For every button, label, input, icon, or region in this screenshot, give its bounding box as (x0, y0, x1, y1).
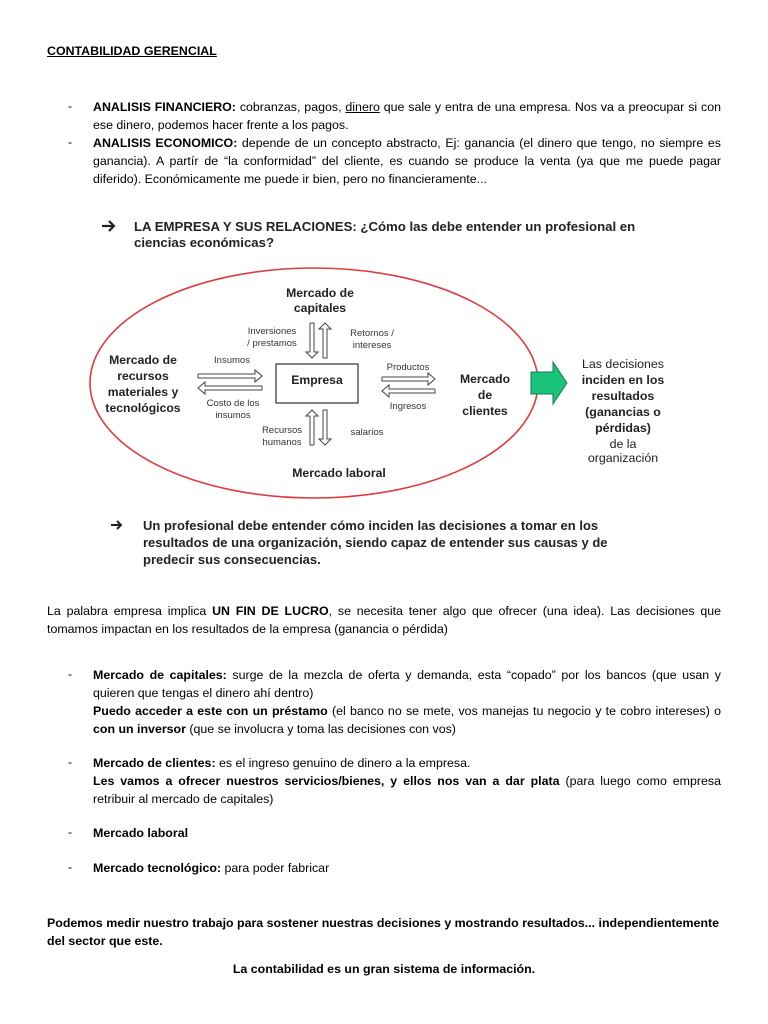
bullet-text: (que se involucra y toma las decisiones con vos) (185, 722, 456, 736)
bullet-label: Mercado de clientes: (93, 756, 216, 770)
insumos-label: Insumos (214, 355, 250, 366)
bullet-text: diferido). Económicamente me puede ir bien, pero no financieramente... (93, 172, 487, 186)
bullet-dash: - (68, 99, 73, 113)
bullet-text: surge de la mezcla de oferta y demanda, esta “copado” por los bancos (que usan y (226, 668, 721, 682)
paragraph-empresa (47, 602, 721, 638)
bullet-analisis-economico (93, 134, 721, 188)
bullet-text: para poder fabricar (221, 861, 330, 875)
bullet-text: ese dinero, podemos hacer frente a los pagos. (93, 118, 349, 132)
ingresos-arrow-icon (382, 385, 435, 397)
bullet-label: Mercado laboral (93, 826, 189, 840)
bullet-text: (para luego como empresa (559, 774, 721, 788)
market-clientes-line2: de (477, 388, 493, 402)
heading-arrow-icon (102, 221, 114, 231)
recursos-arrow-icon (306, 410, 318, 445)
bullet-text: ganancia). A partír de “la conformidad” del cliente, es cuando se produce la venta (ya que me puede pagar (93, 154, 721, 168)
bullet-text: quieren que tengas el dinero ahí dentro) (93, 686, 314, 700)
market-clientes-line3: clientes (462, 404, 508, 418)
bullet-text: retribuir al mercado de capitales) (93, 792, 274, 806)
bullet-dash: - (68, 667, 73, 681)
inversiones-arrow-icon (306, 323, 318, 358)
paragraph-text: , se necesita tener algo que ofrecer (una idea). Las decisiones que (328, 604, 722, 618)
bullet-label: ANALISIS FINANCIERO: (93, 100, 236, 114)
bullet-dash: - (68, 860, 73, 874)
bullet-text: es el ingreso genuino de dinero a la empresa. (215, 756, 471, 770)
costo-label-line1: Costo de los (206, 398, 260, 409)
costo-label-line2: insumos (215, 410, 251, 421)
bullet-text: cobranzas, pagos, (235, 100, 346, 114)
diagram-footer-line2: resultados de una organización, siendo capaz de entender sus causas y de (143, 535, 608, 550)
closing-paragraph (47, 914, 721, 950)
bullet-dash: - (68, 825, 73, 839)
retornos-label-line1: Retornos / (350, 328, 394, 339)
dinero-link[interactable]: dinero (345, 100, 380, 114)
bullet-label: ANALISIS ECONOMICO: (93, 136, 238, 150)
diagram-footer-line3: predecir sus consecuencias. (143, 552, 321, 567)
diagram-footer-line1: Un profesional debe entender cómo inciden las decisiones a tomar en los (143, 518, 599, 533)
salarios-label: salarios (350, 427, 384, 438)
market-capitales-line2: capitales (293, 301, 347, 315)
market-recursos-line4: tecnológicos (105, 401, 181, 415)
productos-label: Productos (386, 362, 430, 373)
costo-arrow-icon (198, 382, 262, 394)
market-recursos-line1: Mercado de (109, 353, 177, 367)
paragraph-text: tomamos impactan en los resultados de la empresa (ganancia o pérdida) (47, 622, 448, 636)
productos-arrow-icon (382, 373, 435, 385)
diagram-heading-line1: LA EMPRESA Y SUS RELACIONES: ¿Cómo las debe entender un profesional en (134, 219, 636, 234)
bullet-bold: Puedo acceder a este con un préstamo (93, 704, 328, 718)
bullet-label: Mercado tecnológico: (93, 861, 222, 875)
decision-line2: inciden en los (581, 373, 665, 387)
bullet-bold: Les vamos a ofrecer nuestros servicios/bienes, y ellos nos van a dar plata (93, 774, 560, 788)
paragraph-text: La palabra empresa implica (47, 604, 213, 618)
market-recursos-line3: materiales y (107, 385, 179, 399)
market-recursos-line2: recursos (117, 369, 169, 383)
recursos-label-line2: humanos (262, 437, 302, 448)
bullet-mercado-capitales (93, 666, 721, 738)
footer-arrow-icon (111, 521, 121, 529)
bullet-mercado-tecnologico (93, 859, 721, 877)
closing-center-line: La contabilidad es un gran sistema de información. (232, 962, 536, 976)
bullet-text: depende de un concepto abstracto, Ej: ganancia (el dinero que tengo, no siempre es (237, 136, 721, 150)
salarios-arrow-icon (319, 410, 331, 445)
market-laboral-label: Mercado laboral (292, 466, 386, 480)
market-capitales-line1: Mercado de (286, 286, 354, 300)
inversiones-label-line2: / prestamos (247, 338, 297, 349)
bullet-text: que sale y entra de una empresa. Nos va a preocupar si con (379, 100, 722, 114)
paragraph-bold: UN FIN DE LUCRO (212, 604, 329, 618)
recursos-label-line1: Recursos (261, 425, 303, 436)
decision-line3: resultados (591, 389, 655, 403)
market-clientes-line1: Mercado (459, 372, 511, 386)
ingresos-label: Ingresos (389, 401, 427, 412)
bullet-mercado-laboral (93, 824, 721, 842)
bullet-dash: - (68, 755, 73, 769)
page-title: CONTABILIDAD GERENCIAL (47, 44, 217, 58)
insumos-arrow-icon (198, 370, 262, 382)
bullet-text: (el banco no se mete, vos manejas tu negocio y te cobro intereses) o (327, 704, 721, 718)
bullet-analisis-financiero (93, 98, 721, 134)
empresa-relaciones-diagram (0, 205, 768, 575)
decision-line7: organización (587, 451, 659, 465)
closing-text: del sector que este. (47, 934, 163, 948)
decision-line6: de la (609, 437, 637, 451)
retornos-arrow-icon (319, 323, 331, 358)
decision-line5: pérdidas) (595, 421, 651, 435)
closing-text: Podemos medir nuestro trabajo para sostener nuestras decisiones y mostrando resultados... independientemente (47, 916, 720, 930)
bullet-bold: con un inversor (93, 722, 186, 736)
decision-line1: Las decisiones (582, 357, 664, 371)
inversiones-label-line1: Inversiones (247, 326, 297, 337)
retornos-label-line2: intereses (352, 340, 392, 351)
bullet-dash: - (68, 135, 73, 149)
bullet-mercado-clientes (93, 754, 721, 808)
bullet-label: Mercado de capitales: (93, 668, 227, 682)
decision-line4: (ganancias o (585, 405, 661, 419)
empresa-label: Empresa (291, 373, 343, 387)
diagram-heading-line2: ciencias económicas? (134, 235, 275, 250)
